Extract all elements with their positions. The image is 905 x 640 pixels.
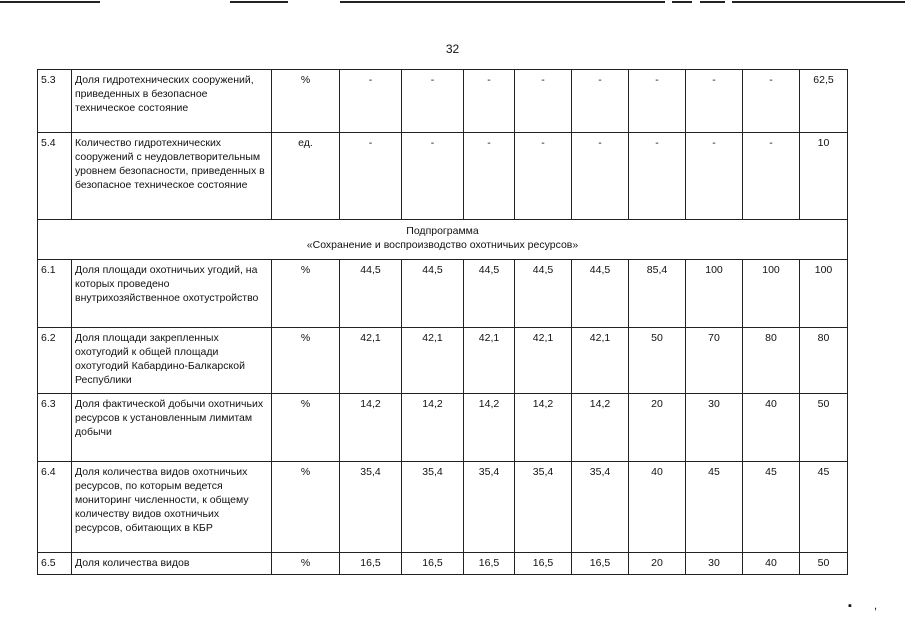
- value-cell: 10: [800, 133, 848, 220]
- value-cell: -: [572, 70, 629, 133]
- value-cell: 40: [629, 462, 686, 553]
- value-cell: 45: [800, 462, 848, 553]
- subprogram-label: Подпрограмма: [406, 225, 479, 237]
- value-cell: 16,5: [572, 553, 629, 575]
- value-cell: -: [686, 133, 743, 220]
- value-cell: 40: [743, 553, 800, 575]
- unit-cell: %: [272, 328, 340, 394]
- value-cell: 50: [629, 328, 686, 394]
- value-cell: 44,5: [515, 260, 572, 328]
- value-cell: 62,5: [800, 70, 848, 133]
- row-number: 6.4: [38, 462, 72, 553]
- value-cell: 16,5: [340, 553, 402, 575]
- value-cell: 70: [686, 328, 743, 394]
- table-row: [38, 462, 848, 553]
- table-row: [38, 133, 848, 220]
- value-cell: 44,5: [572, 260, 629, 328]
- value-cell: 20: [629, 553, 686, 575]
- value-cell: 35,4: [402, 462, 464, 553]
- subprogram-row: [38, 220, 848, 260]
- subprogram-title: «Сохранение и воспроизводство охотничьих ресурсов»: [306, 239, 579, 251]
- table-row: [38, 328, 848, 394]
- value-cell: 42,1: [402, 328, 464, 394]
- value-cell: 50: [800, 553, 848, 575]
- value-cell: 14,2: [340, 394, 402, 462]
- indicator-name: Доля площади охотничьих угодий, на которых проведено внутрихозяйственное охотустройство: [72, 260, 272, 328]
- indicator-name: Количество гидротехнических сооружений с неудовлетворительным уровнем безопасности, приведенных в безопасное техническое состояние: [72, 133, 272, 220]
- value-cell: -: [402, 70, 464, 133]
- unit-cell: %: [272, 553, 340, 575]
- value-cell: 16,5: [464, 553, 515, 575]
- row-number: 5.4: [38, 133, 72, 220]
- value-cell: 35,4: [515, 462, 572, 553]
- value-cell: 35,4: [572, 462, 629, 553]
- value-cell: -: [464, 70, 515, 133]
- value-cell: -: [340, 133, 402, 220]
- value-cell: 44,5: [340, 260, 402, 328]
- unit-cell: %: [272, 462, 340, 553]
- value-cell: 20: [629, 394, 686, 462]
- subprogram-heading: [38, 220, 848, 260]
- value-cell: 85,4: [629, 260, 686, 328]
- scan-speck: ,: [874, 600, 878, 612]
- indicator-name: Доля количества видов охотничьих ресурсов, по которым ведется мониторинг численности, к общему количеству видов охотничьих ресурсов, обитающих в КБР: [72, 462, 272, 553]
- value-cell: -: [743, 133, 800, 220]
- page-number: 32: [445, 42, 460, 56]
- top-rule: [0, 0, 905, 6]
- indicators-table: [37, 69, 848, 575]
- value-cell: 44,5: [402, 260, 464, 328]
- unit-cell: ед.: [272, 133, 340, 220]
- row-number: 6.3: [38, 394, 72, 462]
- value-cell: 30: [686, 394, 743, 462]
- value-cell: 40: [743, 394, 800, 462]
- table-row: [38, 70, 848, 133]
- value-cell: 35,4: [340, 462, 402, 553]
- value-cell: 14,2: [464, 394, 515, 462]
- value-cell: 80: [800, 328, 848, 394]
- value-cell: 42,1: [464, 328, 515, 394]
- table-row: [38, 260, 848, 328]
- unit-cell: %: [272, 260, 340, 328]
- value-cell: 30: [686, 553, 743, 575]
- value-cell: 35,4: [464, 462, 515, 553]
- row-number: 6.5: [38, 553, 72, 575]
- value-cell: 45: [743, 462, 800, 553]
- value-cell: -: [572, 133, 629, 220]
- value-cell: -: [629, 70, 686, 133]
- indicator-name: Доля фактической добычи охотничьих ресурсов к установленным лимитам добычи: [72, 394, 272, 462]
- table-row: [38, 553, 848, 575]
- value-cell: -: [515, 70, 572, 133]
- value-cell: 16,5: [515, 553, 572, 575]
- value-cell: -: [402, 133, 464, 220]
- value-cell: 50: [800, 394, 848, 462]
- value-cell: 14,2: [572, 394, 629, 462]
- value-cell: 16,5: [402, 553, 464, 575]
- unit-cell: %: [272, 70, 340, 133]
- value-cell: 45: [686, 462, 743, 553]
- value-cell: -: [629, 133, 686, 220]
- row-number: 6.1: [38, 260, 72, 328]
- unit-cell: %: [272, 394, 340, 462]
- value-cell: 42,1: [515, 328, 572, 394]
- value-cell: 14,2: [515, 394, 572, 462]
- scan-speck: ▪: [848, 600, 852, 612]
- indicator-name: Доля гидротехнических сооружений, приведенных в безопасное техническое состояние: [72, 70, 272, 133]
- value-cell: 100: [800, 260, 848, 328]
- value-cell: 42,1: [340, 328, 402, 394]
- value-cell: 14,2: [402, 394, 464, 462]
- indicator-name: Доля площади закрепленных охотугодий к общей площади охотугодий Кабардино-Балкарской Республики: [72, 328, 272, 394]
- row-number: 6.2: [38, 328, 72, 394]
- value-cell: -: [686, 70, 743, 133]
- value-cell: 44,5: [464, 260, 515, 328]
- value-cell: -: [340, 70, 402, 133]
- value-cell: -: [743, 70, 800, 133]
- value-cell: -: [515, 133, 572, 220]
- value-cell: 80: [743, 328, 800, 394]
- table-row: [38, 394, 848, 462]
- value-cell: 42,1: [572, 328, 629, 394]
- row-number: 5.3: [38, 70, 72, 133]
- value-cell: 100: [686, 260, 743, 328]
- value-cell: 100: [743, 260, 800, 328]
- indicator-name: Доля количества видов: [72, 553, 272, 575]
- value-cell: -: [464, 133, 515, 220]
